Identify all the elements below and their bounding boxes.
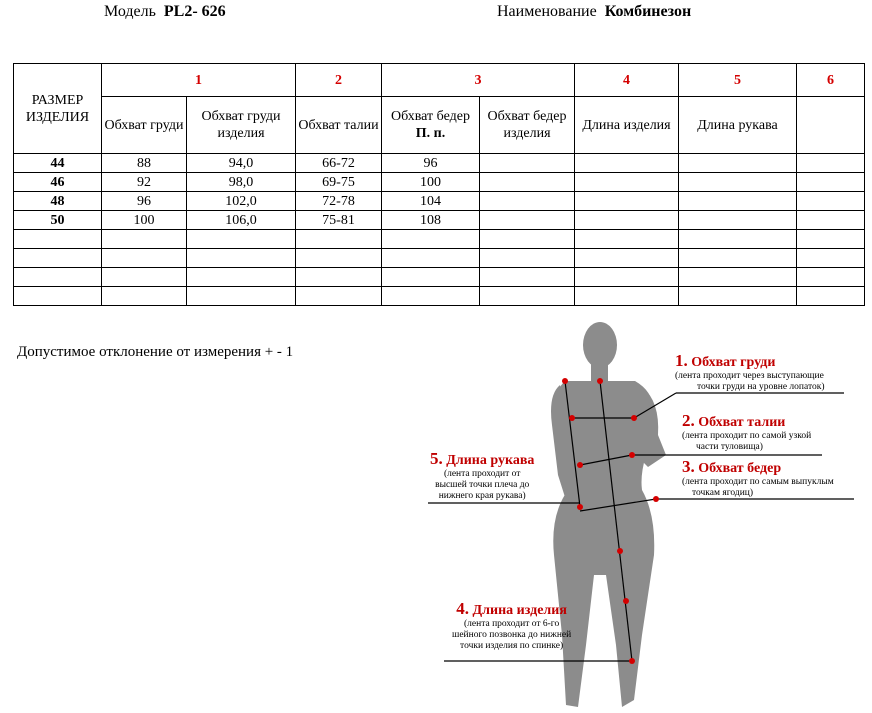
value-cell [382,268,480,287]
value-cell [679,192,797,211]
value-cell [797,211,865,230]
table-row [14,287,865,306]
value-cell [187,268,296,287]
value-cell: 96 [102,192,187,211]
value-cell [382,230,480,249]
tolerance-note: Допустимое отклонение от измерения + - 1 [17,344,294,360]
label-chest [675,351,825,393]
value-cell: 100 [102,211,187,230]
sleeve-num: 5. [430,449,443,468]
col-waist: Обхват талии [296,97,382,154]
col-hips-note: П. п. [415,126,446,141]
value-cell [797,173,865,192]
value-cell [575,192,679,211]
value-cell: 100 [382,173,480,192]
group-number-4: 4 [575,64,679,97]
value-cell: 69-75 [296,173,382,192]
measurement-guide [420,315,872,713]
value-cell [296,268,382,287]
size-cell [14,287,102,306]
length-desc-3: точки изделия по спинке) [460,641,564,651]
value-cell [296,230,382,249]
sleeve-desc-2: высшей точки плеча до [435,480,530,490]
size-cell: 46 [14,173,102,192]
value-cell [575,230,679,249]
col-sleeve: Длина рукава [679,97,797,154]
value-cell [382,287,480,306]
size-cell [14,230,102,249]
product-name-line [497,3,691,21]
value-cell [797,268,865,287]
value-cell [575,154,679,173]
value-cell: 72-78 [296,192,382,211]
value-cell: 66-72 [296,154,382,173]
size-cell [14,249,102,268]
value-cell: 88 [102,154,187,173]
length-desc-1: (лента проходит от 6-го [464,619,560,629]
value-cell [480,211,575,230]
table-body [14,154,865,306]
waist-num: 2. [682,411,695,430]
value-cell: 75-81 [296,211,382,230]
value-cell [575,249,679,268]
value-cell [797,154,865,173]
value-cell: 104 [382,192,480,211]
value-cell [187,230,296,249]
label-hips [682,457,834,499]
value-cell [187,287,296,306]
group-number-6: 6 [797,64,865,97]
table-row [14,173,865,192]
value-cell [797,287,865,306]
size-cell [14,268,102,287]
value-cell [679,287,797,306]
col-six [797,97,865,154]
value-cell [102,268,187,287]
col-length: Длина изделия [575,97,679,154]
chest-desc-1: (лента проходит через выступающие [675,371,824,381]
value-cell [575,211,679,230]
label-sleeve [430,449,534,502]
col-chest-garment: Обхват груди изделия [187,97,296,154]
chest-num: 1. [675,351,688,370]
model-line [104,3,226,21]
chest-title: Обхват груди [691,355,776,370]
value-cell [296,249,382,268]
col-chest: Обхват груди [102,97,187,154]
group-number-3: 3 [382,64,575,97]
value-cell [797,192,865,211]
value-cell: 96 [382,154,480,173]
waist-desc-1: (лента проходит по самой узкой [682,431,812,441]
value-cell [797,249,865,268]
waist-desc-2: части туловища) [696,442,763,452]
size-cell: 48 [14,192,102,211]
product-name-value: Комбинезон [604,3,692,20]
size-table [13,63,865,306]
value-cell [679,249,797,268]
value-cell: 92 [102,173,187,192]
label-length [452,599,571,652]
value-cell [382,249,480,268]
col-hips-garment: Обхват бедер изделия [480,97,575,154]
sleeve-desc-3: нижнего края рукава) [438,491,526,501]
size-cell: 50 [14,211,102,230]
table-row [14,192,865,211]
chest-desc-2: точки груди на уровне лопаток) [697,382,825,392]
hips-title: Обхват бедер [698,461,782,476]
group-number-1: 1 [102,64,296,97]
sleeve-title: Длина рукава [446,453,535,468]
group-number-5: 5 [679,64,797,97]
value-cell [480,192,575,211]
value-cell: 106,0 [187,211,296,230]
value-cell [679,268,797,287]
value-cell [679,154,797,173]
length-title: Длина изделия [472,603,567,618]
value-cell [102,249,187,268]
value-cell [797,230,865,249]
value-cell [679,211,797,230]
value-cell [187,249,296,268]
size-cell: 44 [14,154,102,173]
value-cell: 94,0 [187,154,296,173]
product-name-label: Наименование [497,3,597,20]
table-row [14,211,865,230]
value-cell [575,268,679,287]
model-value: PL2- 626 [163,3,226,20]
table-row [14,230,865,249]
value-cell [102,230,187,249]
waist-title: Обхват талии [698,415,786,430]
table-row [14,249,865,268]
value-cell [480,230,575,249]
col-hips-label: Обхват бедер [391,109,470,124]
value-cell: 98,0 [187,173,296,192]
table-group-row [14,64,865,97]
table-row [14,154,865,173]
value-cell [296,287,382,306]
table-row [14,268,865,287]
size-header: РАЗМЕР ИЗДЕЛИЯ [14,64,102,154]
value-cell: 108 [382,211,480,230]
length-num: 4. [456,599,470,618]
model-label: Модель [104,3,156,20]
value-cell [679,230,797,249]
group-number-2: 2 [296,64,382,97]
length-desc-2: шейного позвонка до нижней [452,630,572,640]
value-cell [480,249,575,268]
sleeve-desc-1: (лента проходит от [443,469,521,479]
value-cell [575,173,679,192]
value-cell [480,268,575,287]
hips-num: 3. [682,457,695,476]
value-cell: 102,0 [187,192,296,211]
table-header-row [14,97,865,154]
value-cell [480,287,575,306]
hips-desc-1: (лента проходит по самым выпуклым [682,477,834,487]
hips-desc-2: точкам ягодиц) [692,488,754,498]
value-cell [102,287,187,306]
col-hips [382,97,480,154]
label-waist [682,411,811,453]
value-cell [480,154,575,173]
value-cell [480,173,575,192]
value-cell [575,287,679,306]
value-cell [679,173,797,192]
